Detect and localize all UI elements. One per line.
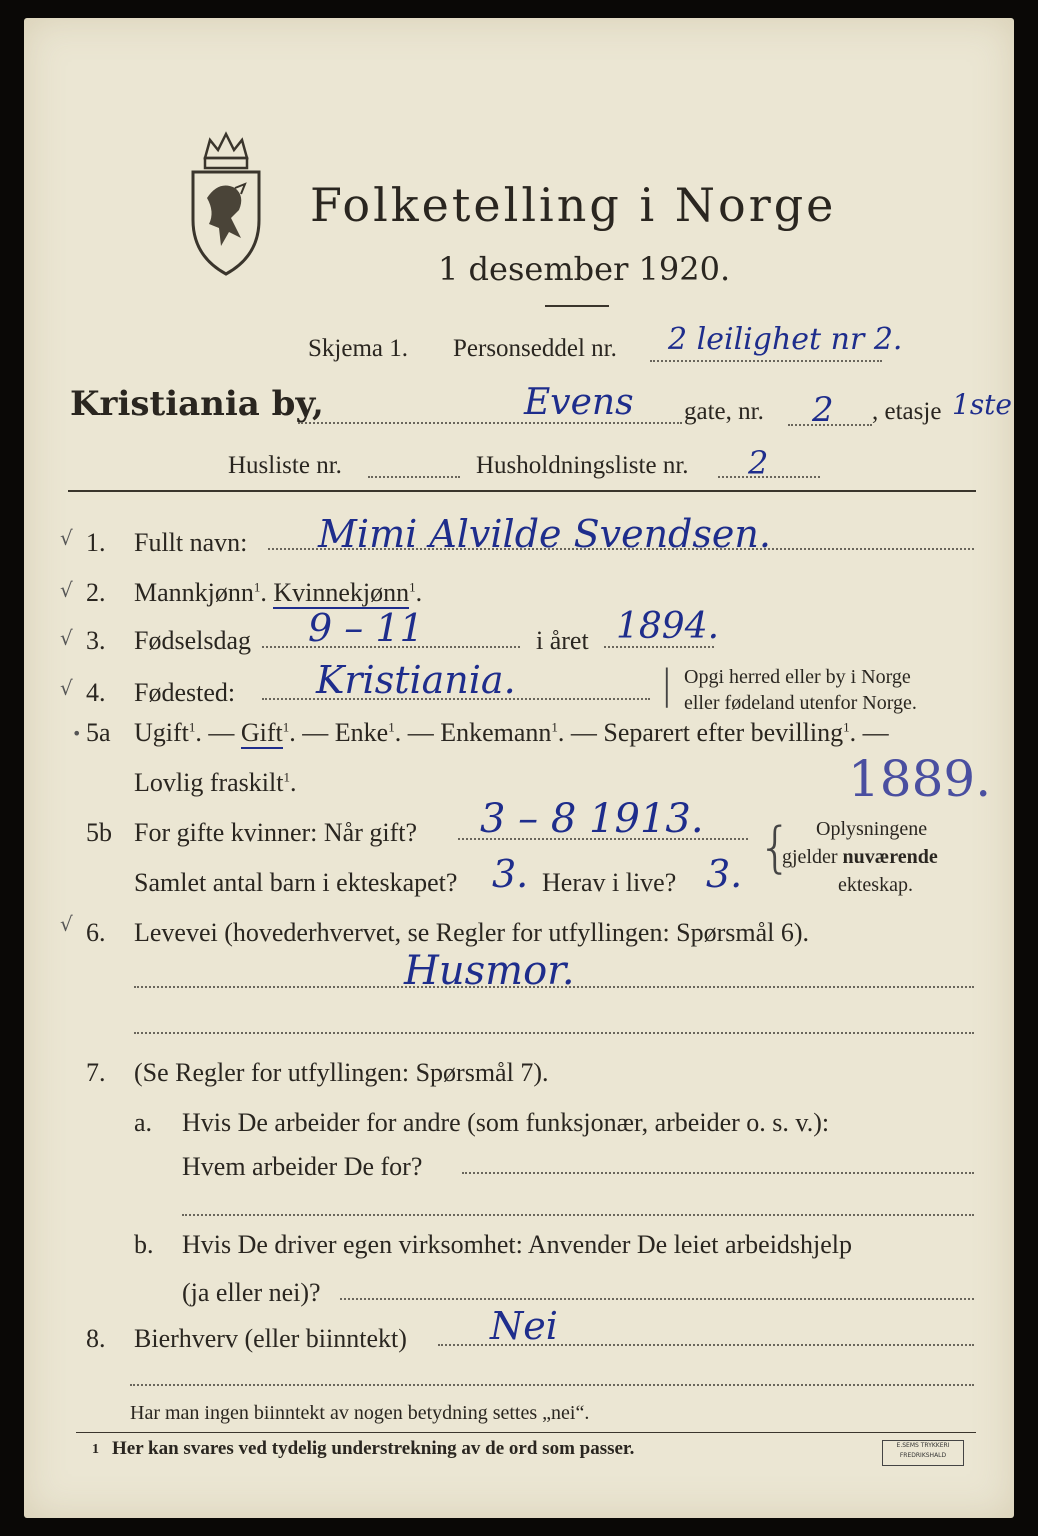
q6-label: Levevei (hovederhvervet, se Regler for utfyllingen: Spørsmål 6). (134, 918, 810, 947)
husholdningsliste-value: 2 (748, 444, 769, 482)
q5b-live-value: 3. (706, 852, 743, 896)
q5a-number: 5a (86, 718, 111, 747)
q8-label: Bierhverv (eller biinntekt) (134, 1324, 407, 1353)
gate-label: gate, nr. (684, 398, 764, 425)
fraskilt-option: Lovlig fraskilt (134, 768, 284, 797)
q4-note-bracket: | (660, 662, 674, 708)
ugift-option: Ugift (134, 718, 189, 747)
q1-number: 1. (86, 528, 106, 557)
q5b-number: 5b (86, 818, 112, 847)
gate-nr-value: 2 (812, 390, 834, 430)
check-mark-6: √ (60, 912, 73, 936)
q3-aar-value: 1894. (616, 606, 720, 647)
street-value: Evens (524, 382, 634, 423)
q5a-options: Ugift$^1$. — Gift$^1$. — Enke$^1$. — Enkemann$^1$. — Separert efter bevilling$^1$. — (134, 718, 889, 747)
personseddel-value: 2 leilighet nr 2. (668, 322, 903, 357)
q5b-note-gjelder: gjelder (782, 846, 838, 868)
footer-divider (76, 1432, 976, 1433)
q4-value: Kristiania. (316, 658, 516, 702)
husholdningsliste-line (718, 476, 820, 478)
check-mark-3: √ (60, 626, 73, 650)
q4-number: 4. (86, 678, 106, 707)
footer-note: Har man ingen biinntekt av nogen betydning settes „nei“. (130, 1402, 590, 1424)
q7a-question: Hvem arbeider De for? (182, 1152, 423, 1181)
q3-number: 3. (86, 626, 106, 655)
q5a-year-note: 1889. (848, 750, 992, 808)
q1-value: Mimi Alvilde Svendsen. (318, 512, 771, 556)
husliste-line (368, 476, 460, 478)
printer-mark (882, 1440, 964, 1466)
gift-option: Gift (240, 718, 283, 747)
q1-label: Fullt navn: (134, 528, 248, 557)
q8-number: 8. (86, 1324, 106, 1353)
q5b-note-bracket: { (758, 816, 793, 879)
check-mark-4: √ (60, 676, 73, 700)
check-dot-5a: • (72, 724, 82, 743)
printer-line1: E.SEMS TRYKKERI (896, 1442, 950, 1449)
q7a-text: Hvis De arbeider for andre (som funksjonær, arbeider o. s. v.): (182, 1108, 830, 1137)
footnote-number: 1 (92, 1442, 99, 1457)
q5b-value: 3 – 8 1913. (480, 796, 704, 842)
q2-number: 2. (86, 578, 106, 607)
form-title: Folketelling i Norge (310, 178, 837, 232)
q4-note-line2: eller fødeland utenfor Norge. (684, 692, 917, 714)
q5b-note-line1: Oplysningene (816, 818, 928, 840)
husliste-label: Husliste nr. (228, 452, 342, 479)
personseddel-line (650, 360, 882, 362)
etasje-label: , etasje (872, 398, 942, 425)
q7b-question: (ja eller nei)? (182, 1278, 321, 1307)
enke-option: Enke (334, 718, 389, 747)
etasje-value: 1ste (952, 388, 1013, 421)
footnote-text: Her kan svares ved tydelig understrekning av de ord som passer. (112, 1438, 635, 1459)
fraskilt-option-line: Lovlig fraskilt$^1$. (134, 768, 297, 797)
q6-number: 6. (86, 918, 106, 947)
q8-value: Nei (490, 1304, 558, 1348)
q7b-text: Hvis De driver egen virksomhet: Anvender De leiet arbeidshjelp (182, 1230, 853, 1259)
q7b-letter: b. (134, 1230, 154, 1259)
check-mark-2: √ (60, 578, 73, 602)
census-date: 1 desember 1920. (438, 250, 731, 288)
q3-value: 9 – 11 (308, 606, 424, 650)
q5b-label: For gifte kvinner: Når gift? (134, 818, 418, 847)
mannkjonn-option: Mannkjønn (134, 578, 254, 607)
q7a-line-1 (462, 1172, 974, 1174)
q3-label: Fødselsdag (134, 626, 251, 655)
q5b-note-line2 (782, 846, 938, 869)
husholdningsliste-label: Husholdningsliste nr. (476, 452, 689, 479)
q5b-barn-value: 3. (492, 852, 529, 896)
q7-label: (Se Regler for utfyllingen: Spørsmål 7). (134, 1058, 549, 1087)
q3-aar-label: i året (536, 626, 589, 655)
q6-value: Husmor. (404, 948, 575, 994)
q7a-letter: a. (134, 1108, 153, 1137)
q7a-line-2 (182, 1214, 974, 1216)
q2-options: Mannkjønn$^1$. Kvinnekjønn$^1$. (134, 578, 423, 607)
q6-line-2 (134, 1032, 974, 1034)
section-divider (68, 490, 976, 492)
q5b-note-line3: ekteskap. (838, 874, 913, 896)
q8-line-2 (130, 1384, 974, 1386)
city-label: Kristiania by, (70, 384, 324, 424)
header-divider (545, 305, 609, 307)
q4-label: Fødested: (134, 678, 236, 707)
printer-line2: FREDRIKSHALD (899, 1452, 947, 1459)
enkemann-option: Enkemann (440, 718, 552, 747)
kvinnekjonn-option: Kvinnekjønn (273, 578, 410, 607)
separert-option: Separert efter bevilling (603, 718, 844, 747)
q7b-line (340, 1298, 974, 1300)
check-mark-1: √ (60, 526, 73, 550)
q4-note-line1: Opgi herred eller by i Norge (684, 666, 911, 688)
skjema-label: Skjema 1. (308, 335, 408, 362)
personseddel-label: Personseddel nr. (453, 335, 617, 362)
q5b-barn-label: Samlet antal barn i ekteskapet? (134, 868, 458, 897)
q7-number: 7. (86, 1058, 106, 1087)
q5b-note-nuvaerende: nuværende (842, 846, 938, 868)
coat-of-arms-icon (185, 128, 267, 278)
q5b-live-label: Herav i live? (542, 868, 677, 897)
